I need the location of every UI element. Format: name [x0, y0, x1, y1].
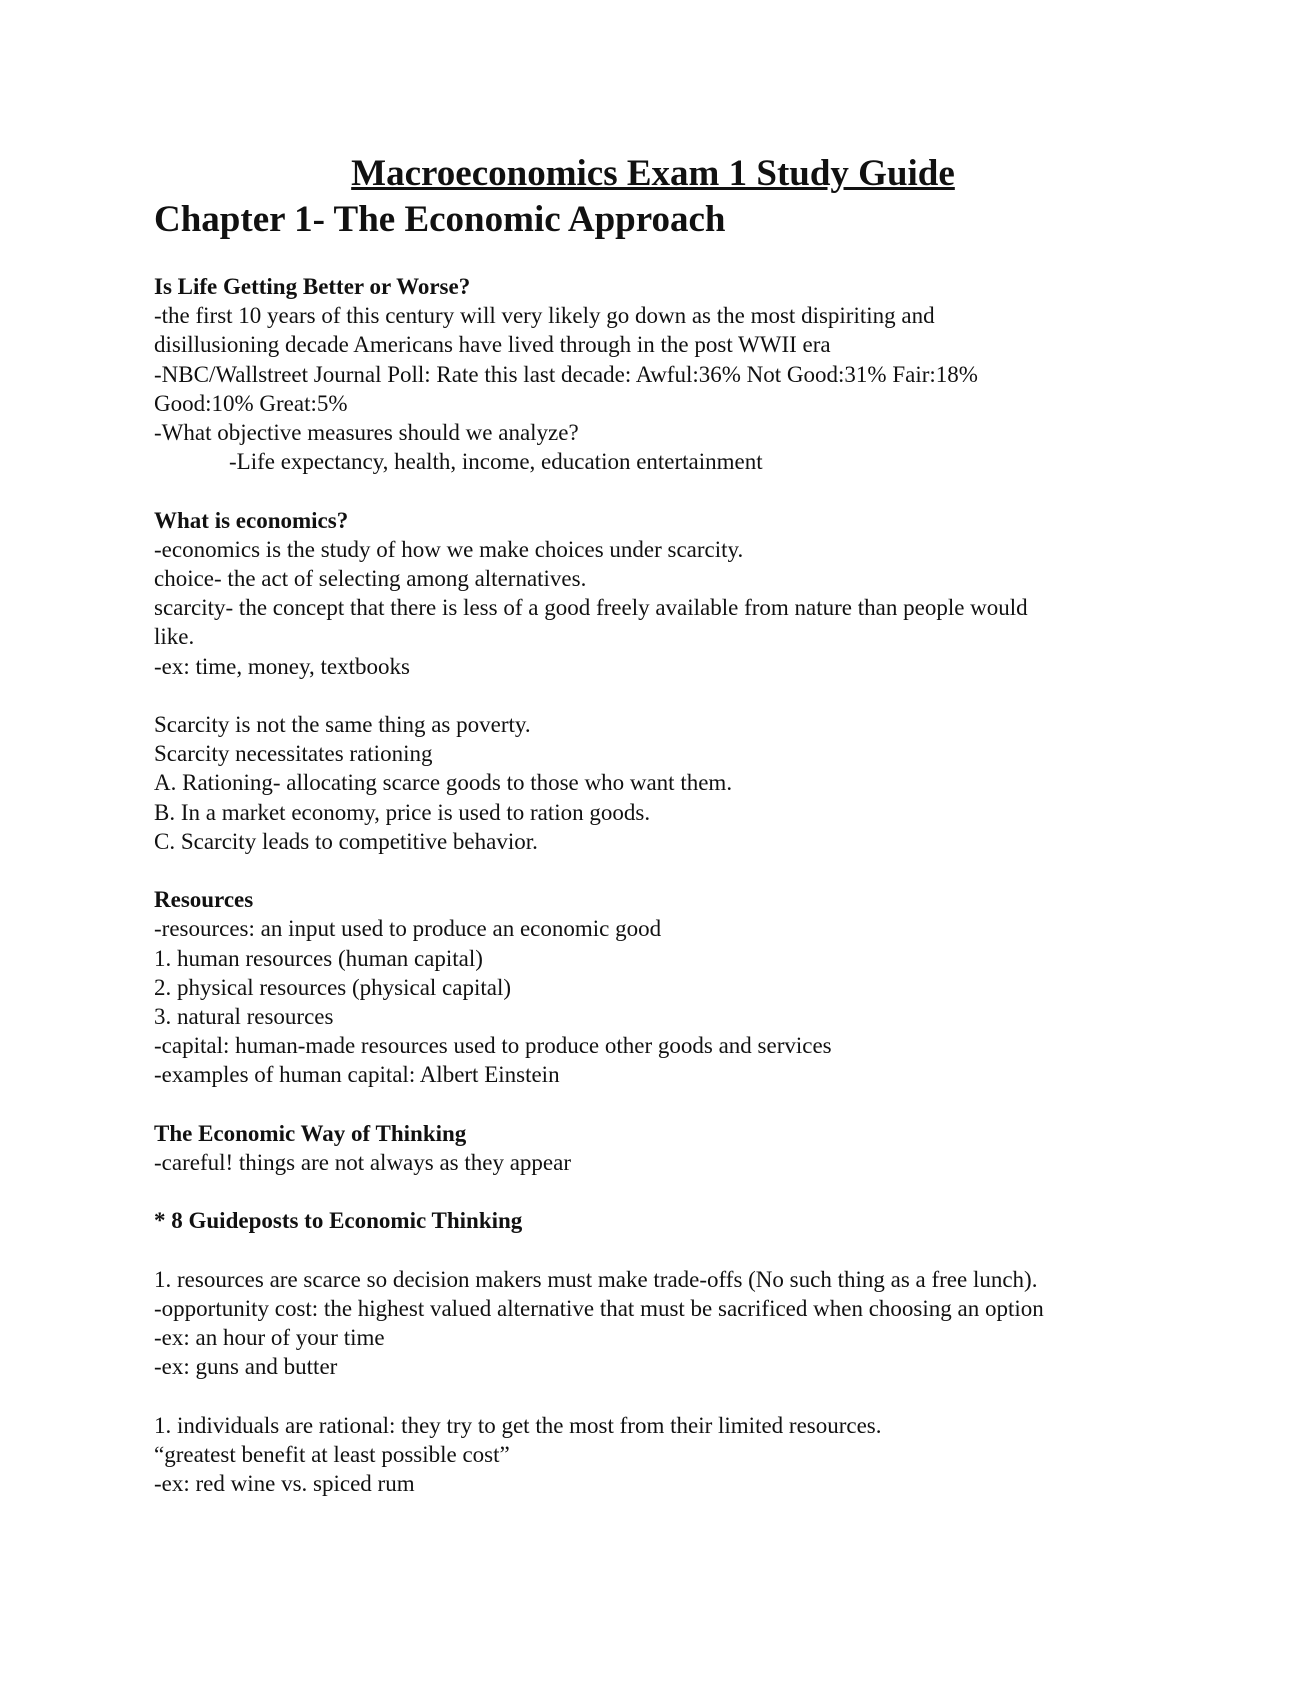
chapter-heading: Chapter 1- The Economic Approach	[154, 199, 726, 240]
body-line: -What objective measures should we analyze?	[154, 420, 579, 446]
body-line: 1. individuals are rational: they try to get the most from their limited resources.	[154, 1412, 882, 1438]
body-line: -ex: an hour of your time	[154, 1325, 385, 1351]
blank-line	[154, 1090, 1154, 1119]
body-line: Good:10% Great:5%	[154, 390, 348, 416]
body-line: 2. physical resources (physical capital)	[154, 974, 512, 1000]
blank-line	[154, 476, 1154, 505]
body-line: A. Rationing- allocating scarce goods to those who want them.	[154, 770, 733, 796]
body-line: “greatest benefit at least possible cost”	[154, 1442, 510, 1468]
body-line: 3. natural resources	[154, 1004, 334, 1030]
blank-line	[154, 856, 1154, 885]
indented-line: -Life expectancy, health, income, education entertainment	[229, 449, 763, 475]
section-heading-thinking: The Economic Way of Thinking	[154, 1120, 467, 1146]
body-line: scarcity- the concept that there is less of a good freely available from nature than people would	[154, 595, 1028, 621]
section-heading-economics: What is economics?	[154, 507, 349, 533]
body-line: -ex: time, money, textbooks	[154, 653, 410, 679]
blank-line	[154, 1236, 1154, 1265]
body-line: 1. resources are scarce so decision makers must make trade-offs (No such thing as a free lunch).	[154, 1266, 1038, 1292]
body-line: disillusioning decade Americans have lived through in the post WWII era	[154, 332, 831, 358]
body-line: -examples of human capital: Albert Einstein	[154, 1062, 560, 1088]
body-line: -capital: human-made resources used to produce other goods and services	[154, 1033, 832, 1059]
section-heading-guideposts: * 8 Guideposts to Economic Thinking	[154, 1208, 523, 1234]
body-line: B. In a market economy, price is used to ration goods.	[154, 799, 651, 825]
body-line: Scarcity necessitates rationing	[154, 741, 433, 767]
body-line: Scarcity is not the same thing as poverty.	[154, 712, 531, 738]
body-line: -economics is the study of how we make choices under scarcity.	[154, 536, 744, 562]
document-title: Macroeconomics Exam 1 Study Guide	[351, 153, 955, 194]
document-body	[154, 272, 1154, 1498]
body-line: choice- the act of selecting among alternatives.	[154, 566, 587, 592]
body-line: -opportunity cost: the highest valued alternative that must be sacrificed when choosing an option	[154, 1296, 1044, 1322]
body-line: C. Scarcity leads to competitive behavior.	[154, 828, 538, 854]
body-line: like.	[154, 624, 195, 650]
body-line: -ex: red wine vs. spiced rum	[154, 1471, 415, 1497]
section-heading-life: Is Life Getting Better or Worse?	[154, 274, 471, 299]
body-line: -the first 10 years of this century will very likely go down as the most dispiriting and	[154, 303, 935, 329]
body-line: -ex: guns and butter	[154, 1354, 338, 1380]
section-heading-resources: Resources	[154, 887, 254, 913]
body-line: -careful! things are not always as they appear	[154, 1150, 572, 1176]
body-line: -NBC/Wallstreet Journal Poll: Rate this last decade: Awful:36% Not Good:31% Fair:18%	[154, 361, 978, 387]
blank-line	[154, 681, 1154, 710]
blank-line	[154, 1382, 1154, 1411]
body-line: -resources: an input used to produce an economic good	[154, 916, 662, 942]
blank-line	[154, 1177, 1154, 1206]
body-line: 1. human resources (human capital)	[154, 945, 483, 971]
